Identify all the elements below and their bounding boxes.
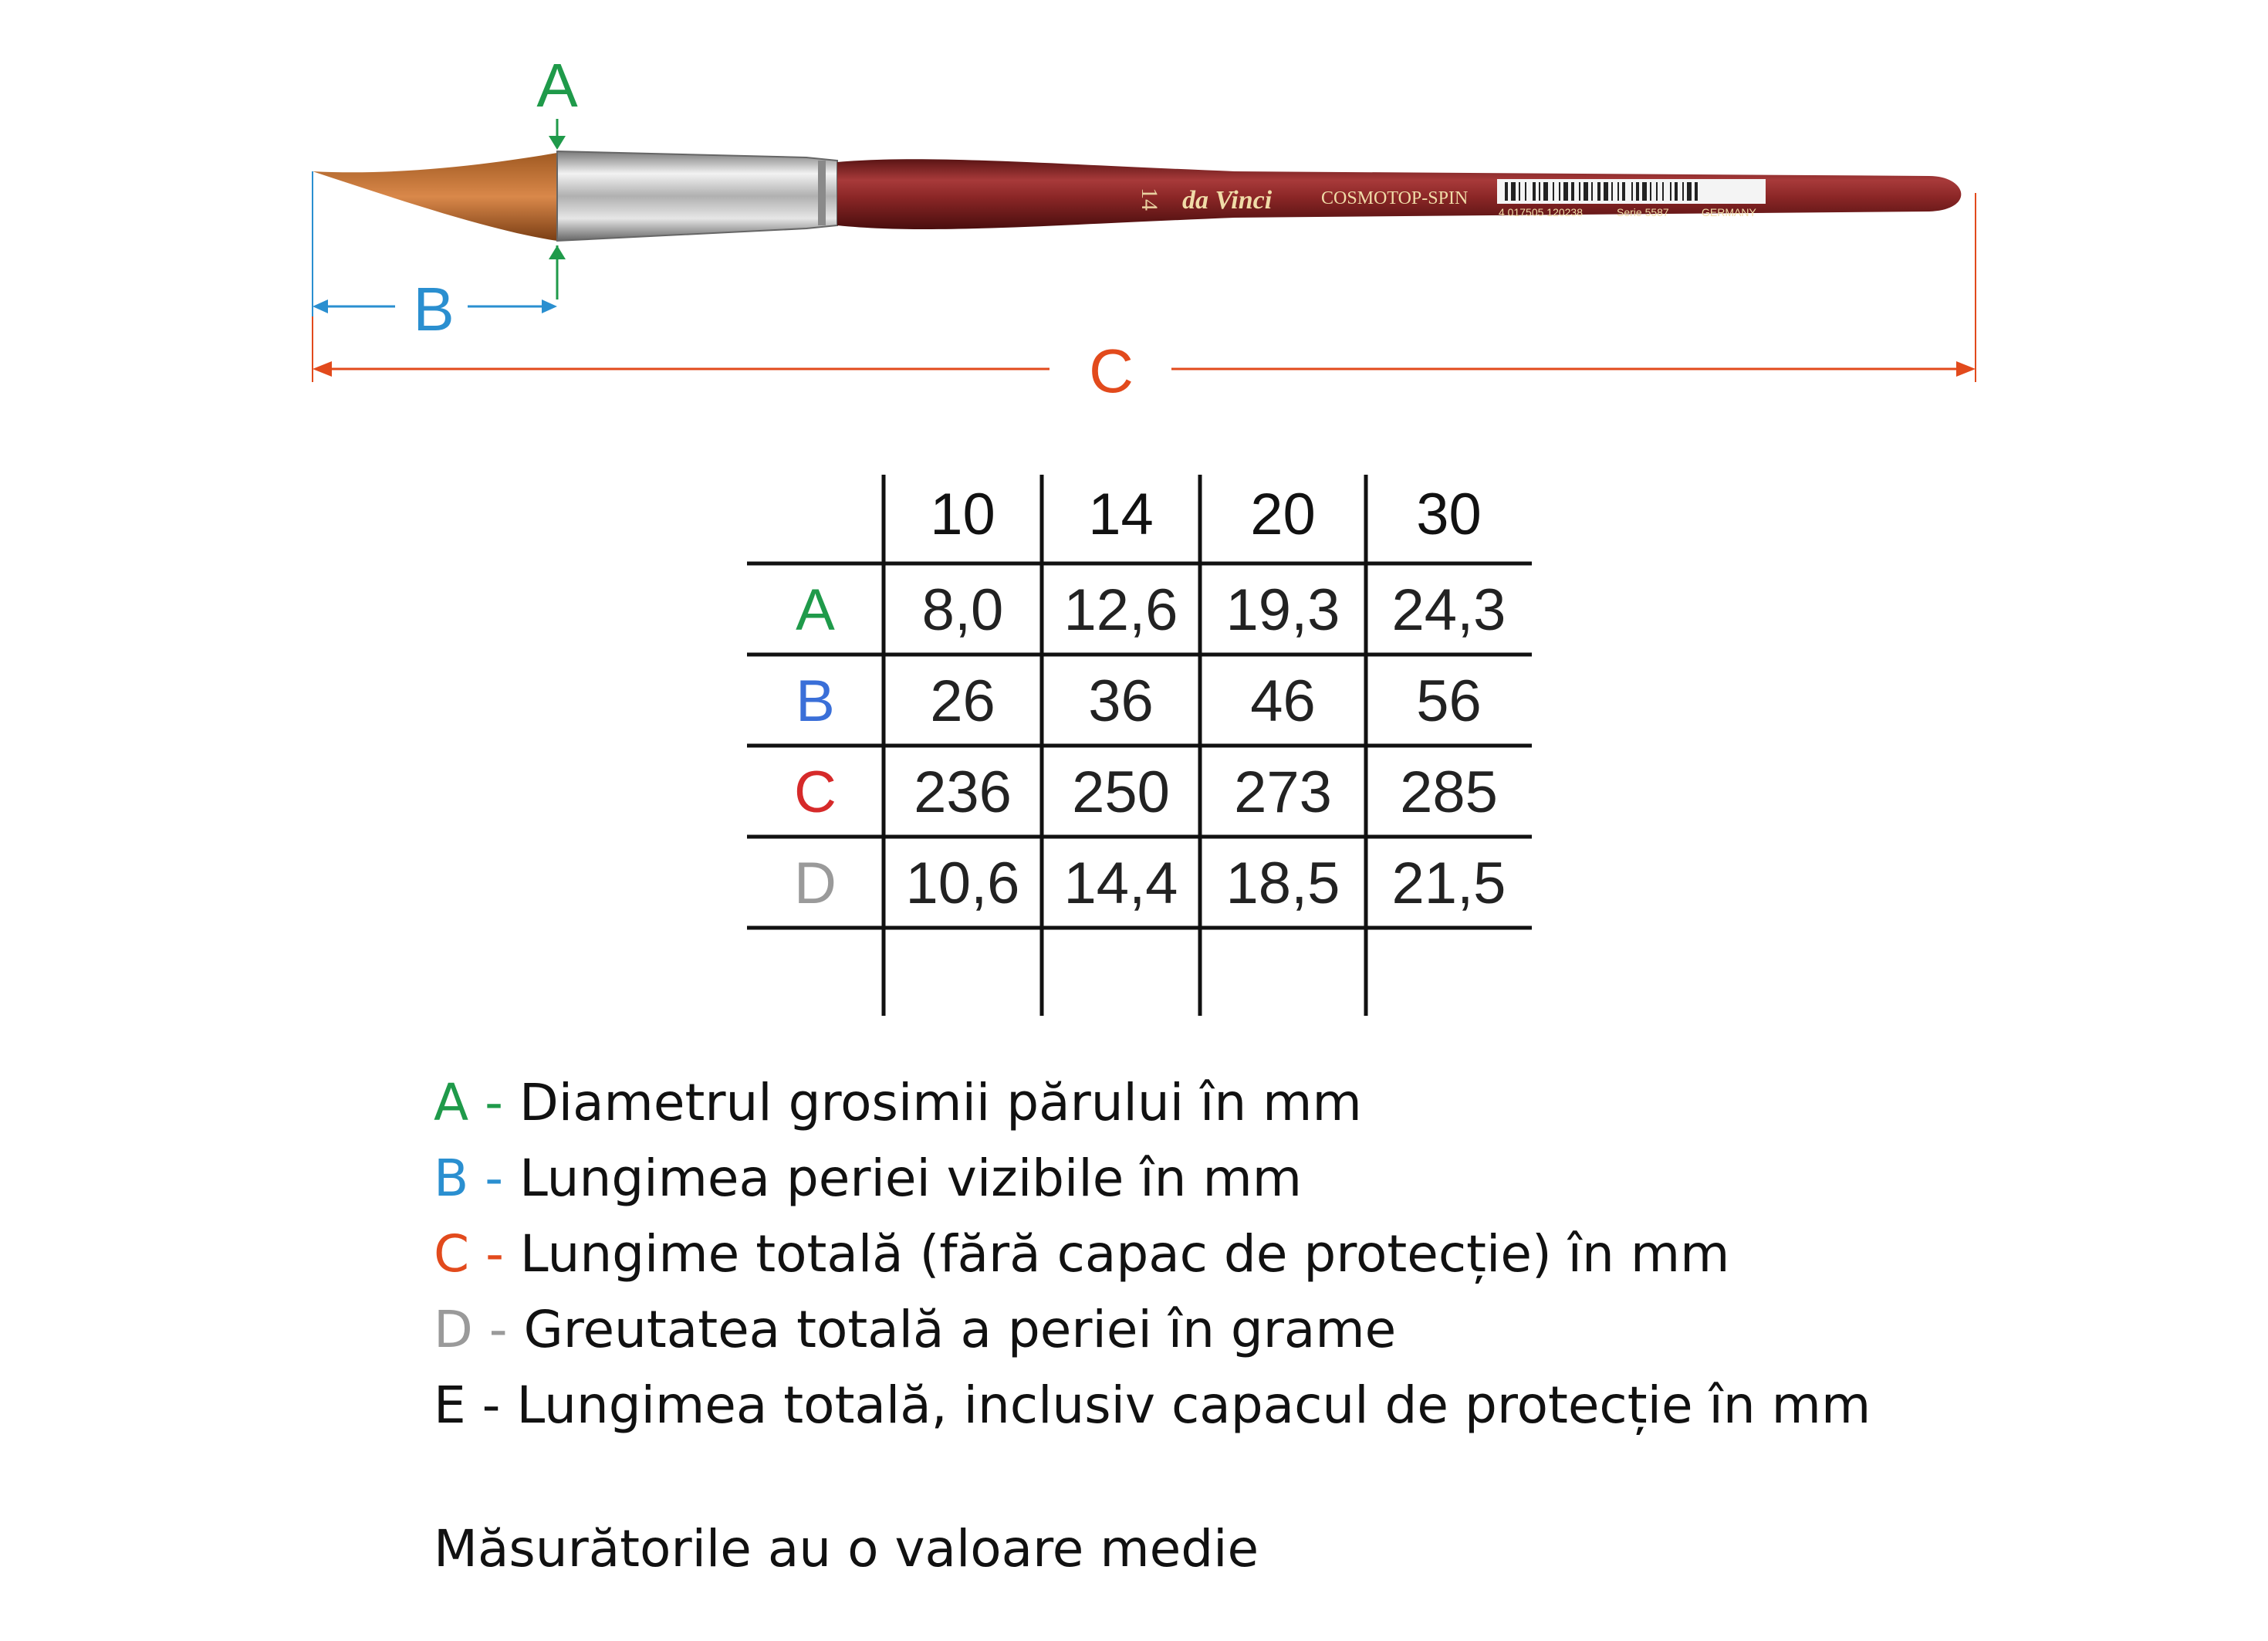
legend: [434, 1065, 1871, 1443]
legend-key-d: D: [434, 1300, 473, 1359]
handle-brand-text: da Vinci: [1182, 186, 1273, 215]
table-cell: 273: [1234, 760, 1332, 825]
table-cell: 56: [1416, 668, 1482, 734]
table-cell: 236: [914, 760, 1012, 825]
table-cell: 24,3: [1391, 577, 1506, 643]
table-header-30: 30: [1416, 482, 1482, 547]
table-cell: 285: [1400, 760, 1498, 825]
legend-item-c: [434, 1216, 1871, 1292]
handle-size-text: 14: [1137, 188, 1162, 211]
legend-key-b: B: [434, 1149, 469, 1208]
table-header-14: 14: [1088, 482, 1154, 547]
table-cell: 14,4: [1063, 851, 1178, 916]
table-cell: 19,3: [1225, 577, 1340, 643]
legend-sep-d: -: [472, 1300, 524, 1359]
table-header-10: 10: [930, 482, 995, 547]
legend-text-e: Lungimea totală, inclusiv capacul de protecție în mm: [516, 1375, 1871, 1435]
handle-origin-text: GERMANY: [1702, 206, 1756, 218]
legend-text-b: Lungimea periei vizibile în mm: [519, 1149, 1303, 1208]
table-cell: 18,5: [1225, 851, 1340, 916]
table-cell: 8,0: [921, 577, 1004, 643]
legend-key-c: C: [434, 1224, 470, 1284]
table-row-label-d: D: [794, 851, 837, 916]
table-header-20: 20: [1250, 482, 1316, 547]
table-row-label-b: B: [796, 668, 835, 734]
legend-key-e: E: [434, 1375, 466, 1435]
legend-item-b: [434, 1141, 1871, 1216]
legend-item-a: [434, 1065, 1871, 1141]
handle-barcode-number: 4 017505 120238: [1499, 206, 1583, 218]
legend-text-a: Diametrul grosimii părului în mm: [519, 1073, 1362, 1132]
dimension-a-label: A: [536, 51, 578, 120]
measurement-note: Măsurătorile au o valoare medie: [434, 1519, 1259, 1578]
table-row-label-a: A: [796, 577, 835, 643]
table-cell: 36: [1088, 668, 1154, 734]
table-row-label-c: C: [794, 760, 837, 825]
table-cell: 46: [1250, 668, 1316, 734]
legend-item-e: [434, 1368, 1871, 1443]
table-cell: 26: [930, 668, 995, 734]
table-cell: 12,6: [1063, 577, 1178, 643]
handle-model-text: COSMOTOP-SPIN: [1321, 188, 1469, 208]
legend-sep-a: -: [468, 1073, 519, 1132]
table-cell: 21,5: [1391, 851, 1506, 916]
dimension-b-label: B: [413, 275, 455, 343]
legend-sep-c: -: [469, 1224, 520, 1284]
legend-text-d: Greutatea totală a periei în grame: [523, 1300, 1397, 1359]
dimension-c-label: C: [1089, 337, 1134, 405]
legend-text-c: Lungime totală (fără capac de protecție) în mm: [519, 1224, 1730, 1284]
legend-sep-b: -: [468, 1149, 520, 1208]
table-cell: 250: [1072, 760, 1170, 825]
table-grid: [747, 475, 1532, 1016]
legend-key-a: A: [434, 1073, 469, 1132]
handle-series-text: Serie 5587: [1617, 206, 1669, 218]
legend-sep-e: -: [465, 1375, 517, 1435]
legend-item-d: [434, 1292, 1871, 1368]
table-cell: 10,6: [905, 851, 1020, 916]
